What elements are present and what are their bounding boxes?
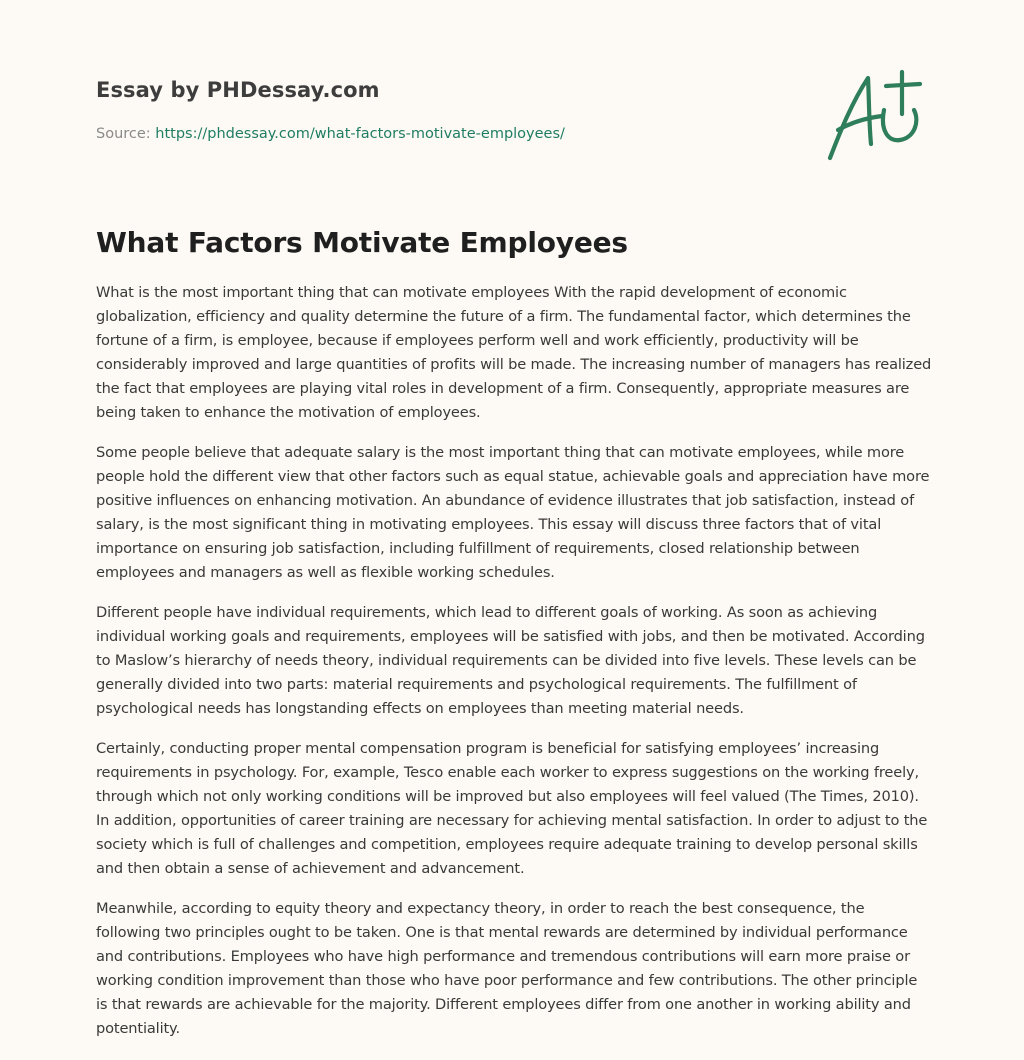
essay-paragraph: Certainly, conducting proper mental compensation program is beneficial for satisfying employees’ increasing requirements in psychology. For, example, Tesco enable each worker to express suggestions on the working freely, through which not only working conditions will be improved but also employees will feel valued (The Times, 2010). In addition, opportunities of career training are necessary for achieving mental satisfaction. In order to adjust to the society which is full of challenges and competition, employees require adequate training to develop personal skills and then obtain a sense of achievement and advancement. <box>96 740 928 877</box>
essay-paragraph: Some people believe that adequate salary is the most important thing that can motivate employees, while more people hold the different view that other factors such as equal statue, achievable goals and appreciation have more positive influences on enhancing motivation. An abundance of evidence illustrates that job satisfaction, instead of salary, is the most significant thing in motivating employees. This essay will discuss three factors that of vital importance on ensuring job satisfaction, including fulfillment of requirements, closed relationship between employees and managers as well as flexible working schedules. <box>96 444 930 581</box>
site-title: Essay by PHDessay.com <box>96 78 380 102</box>
essay-header <box>96 78 796 142</box>
essay-content <box>96 226 932 1057</box>
source-label: Source: <box>96 126 156 142</box>
essay-paragraph: Different people have individual requirements, which lead to different goals of working. As soon as achieving individual working goals and requirements, employees will be satisfied with jobs, and then be motivated. According to Maslow’s hierarchy of needs theory, individual requirements can be divided into five levels. These levels can be generally divided into two parts: material requirements and psychological requirements. The fulfillment of psychological needs has longstanding effects on employees than meeting material needs. <box>96 604 925 717</box>
a-plus-logo-icon <box>822 66 932 166</box>
essay-paragraph: What is the most important thing that can motivate employees With the rapid development of economic globalization, efficiency and quality determine the future of a firm. The fundamental factor, which determines the fortune of a firm, is employee, because if employees perform well and work efficiently, productivity will be considerably improved and large quantities of profits will be made. The increasing number of managers has realized the fact that employees are playing vital roles in development of a firm. Consequently, appropriate measures are being taken to enhance the motivation of employees. <box>96 284 932 421</box>
source-line <box>96 126 796 142</box>
a-plus-logo <box>822 66 932 166</box>
essay-title: What Factors Motivate Employees <box>96 226 628 259</box>
source-link[interactable]: https://phdessay.com/what-factors-motivate-employees/ <box>155 126 565 142</box>
essay-paragraph: Meanwhile, according to equity theory and expectancy theory, in order to reach the best consequence, the following two principles ought to be taken. One is that mental rewards are determined by individual performance and contributions. Employees who have high performance and tremendous contributions will earn more praise or working condition improvement than those who have poor performance and few contributions. The other principle is that rewards are achievable for the majority. Different employees differ from one another in working ability and potentiality. <box>96 900 918 1037</box>
